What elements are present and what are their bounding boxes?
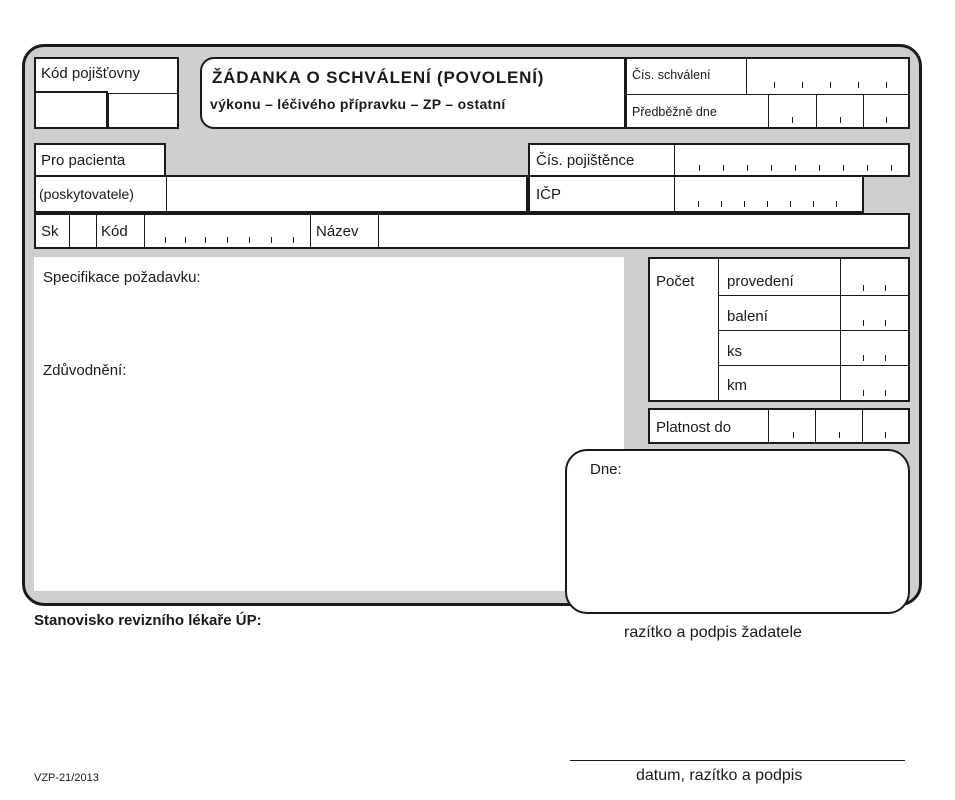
form-subtitle: výkonu – léčivého přípravku – ZP – ostatní <box>210 96 506 112</box>
specification-label: Specifikace požadavku: <box>43 269 201 286</box>
count-performance-field[interactable] <box>841 259 908 295</box>
icp-label: IČP <box>536 186 562 203</box>
title-box <box>200 57 626 129</box>
applicant-stamp-caption: razítko a podpis žadatele <box>624 624 802 641</box>
form-code: VZP-21/2013 <box>34 772 99 784</box>
patient-name-field[interactable] <box>34 175 528 213</box>
for-patient-label: Pro pacienta <box>41 152 126 169</box>
code-field[interactable] <box>145 215 310 247</box>
reviewer-opinion-label: Stanovisko revizního lékaře ÚP: <box>34 612 262 629</box>
icp-box <box>528 175 864 213</box>
code-label: Kód <box>101 223 128 240</box>
count-km-field[interactable] <box>841 365 908 400</box>
count-label: Počet <box>656 273 695 290</box>
validity-date-field[interactable] <box>769 410 908 442</box>
patient-tab <box>34 143 166 177</box>
name-label: Název <box>316 223 359 240</box>
signature-line <box>570 760 905 761</box>
reviewer-opinion-area[interactable] <box>34 640 554 750</box>
validity-box <box>648 408 910 444</box>
request-text-area[interactable] <box>34 257 624 591</box>
preliminary-date-field[interactable] <box>768 94 908 127</box>
form-title: ŽÁDANKA O SCHVÁLENÍ (POVOLENÍ) <box>212 68 545 87</box>
count-row-performance: provedení <box>727 273 794 290</box>
insured-number-label: Čís. pojištěnce <box>536 152 635 169</box>
count-box <box>648 257 910 402</box>
count-packages-field[interactable] <box>841 295 908 330</box>
count-pieces-field[interactable] <box>841 330 908 365</box>
icp-field[interactable] <box>675 177 862 211</box>
insurer-code-field[interactable] <box>34 91 108 129</box>
insurer-code-label: Kód pojišťovny <box>41 65 141 82</box>
provider-label: (poskytovatele) <box>39 186 134 202</box>
count-row-packages: balení <box>727 308 768 325</box>
validity-label: Platnost do <box>656 419 732 436</box>
justification-label: Zdůvodnění: <box>43 362 127 379</box>
date-label: Dne: <box>590 461 622 478</box>
preliminary-date-label: Předběžně dne <box>632 105 717 119</box>
item-code-row <box>34 213 910 249</box>
count-row-pieces: ks <box>727 343 742 360</box>
approval-number-field[interactable] <box>746 59 908 92</box>
name-field[interactable] <box>379 215 908 247</box>
date-stamp-signature-caption: datum, razítko a podpis <box>636 767 803 784</box>
applicant-stamp-box[interactable] <box>565 449 910 614</box>
insured-number-field[interactable] <box>675 145 908 175</box>
insured-number-box <box>528 143 910 177</box>
approval-number-label: Čís. schválení <box>632 68 711 82</box>
sk-label: Sk <box>41 223 59 240</box>
count-row-km: km <box>727 377 747 394</box>
